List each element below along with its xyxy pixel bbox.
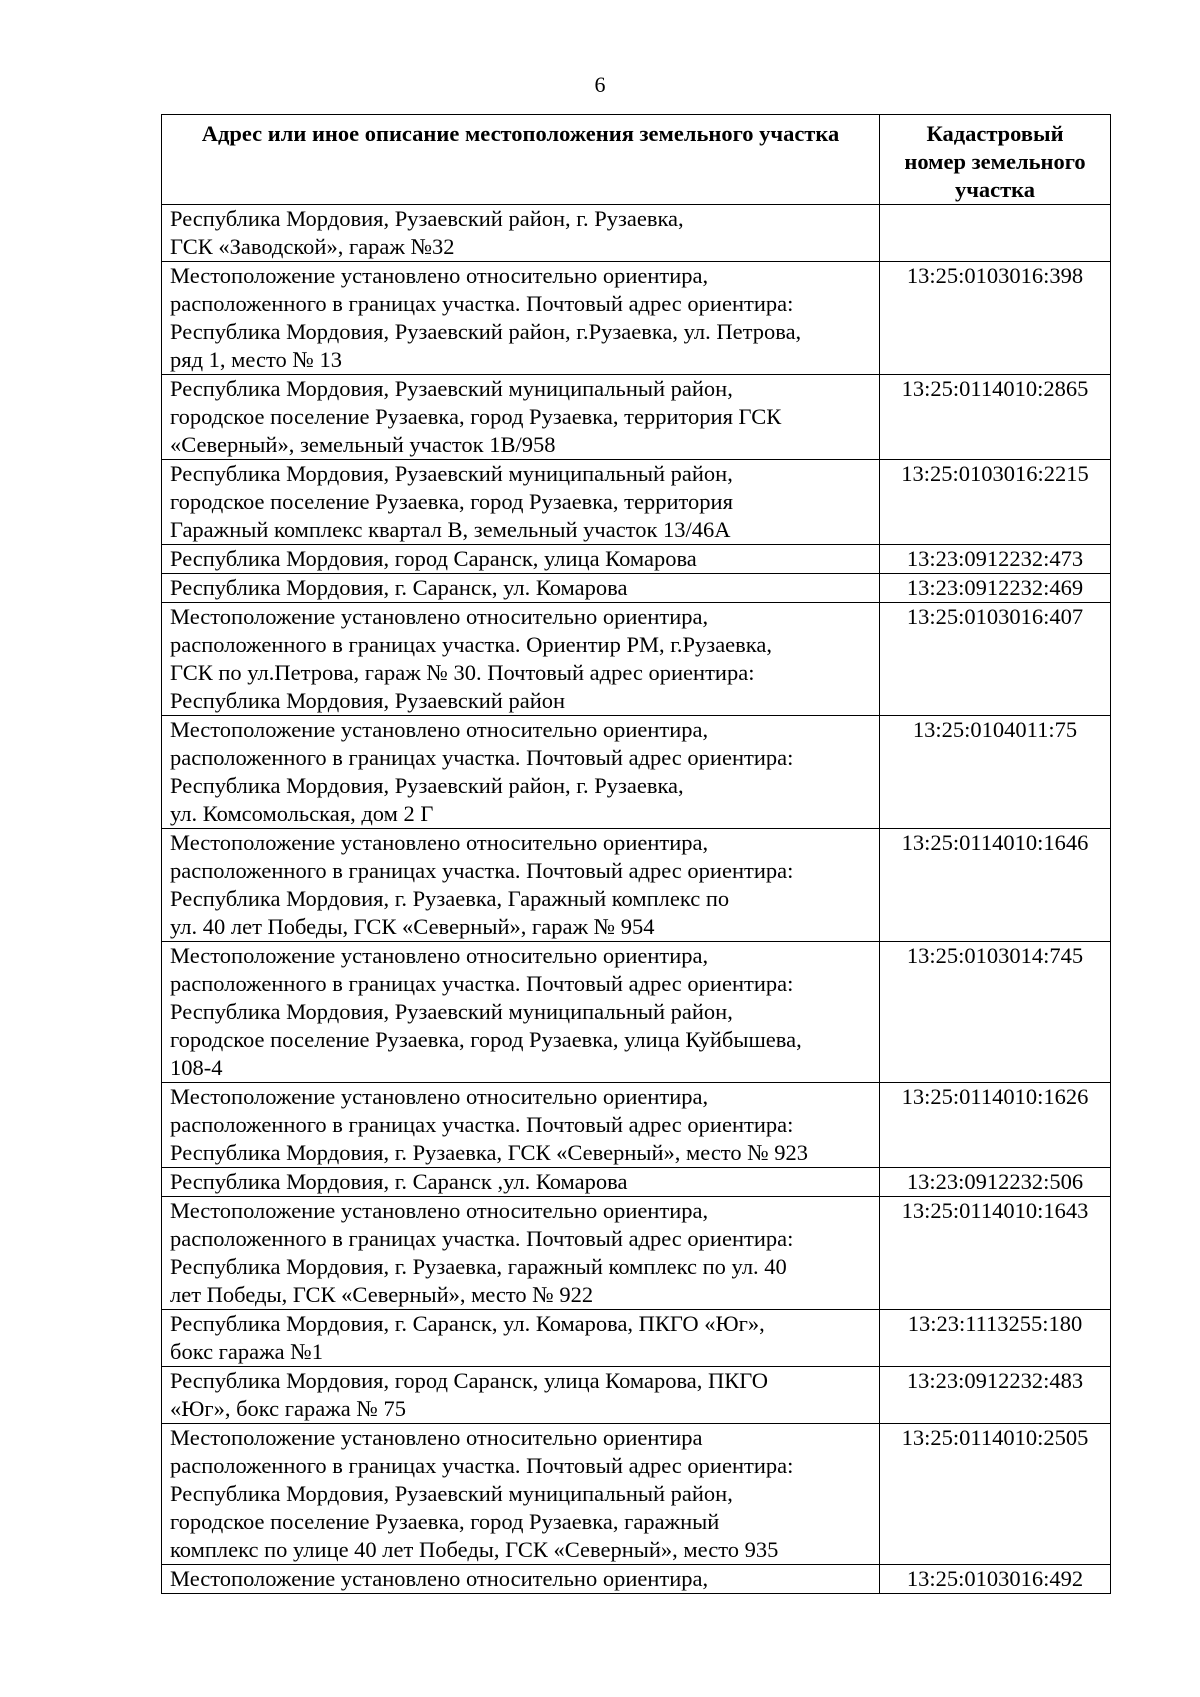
cadastral-number-cell: 13:25:0103016:398 xyxy=(880,262,1111,375)
address-line: городское поселение Рузаевка, город Рузаевка, территория xyxy=(170,489,733,514)
address-cell xyxy=(162,829,880,942)
header-address-text: Адрес или иное описание местоположения земельного участка xyxy=(201,121,840,146)
address-line: расположенного в границах участка. Почтовый адрес ориентира: xyxy=(170,971,794,996)
table-body xyxy=(162,205,1111,1594)
cadastral-number-cell: 13:25:0103016:2215 xyxy=(880,460,1111,545)
table-row xyxy=(162,1424,1111,1565)
address-line: Местоположение установлено относительно ориентира, xyxy=(170,604,709,629)
address-cell xyxy=(162,1424,880,1565)
address-cell xyxy=(162,716,880,829)
address-line: Гаражный комплекс квартал В, земельный участок 13/46А xyxy=(170,517,731,542)
cadastral-number-cell: 13:23:1113255:180 xyxy=(880,1310,1111,1367)
address-line: Местоположение установлено относительно ориентира, xyxy=(170,943,709,968)
cadastral-number-cell: 13:25:0103016:492 xyxy=(880,1565,1111,1594)
address-line: городское поселение Рузаевка, город Рузаевка, улица Куйбышева, xyxy=(170,1027,802,1052)
address-line: ул. Комсомольская, дом 2 Г xyxy=(170,801,434,826)
cadastral-number-cell: 13:23:0912232:506 xyxy=(880,1168,1111,1197)
table-row xyxy=(162,1083,1111,1168)
address-line: расположенного в границах участка. Почтовый адрес ориентира: xyxy=(170,1453,794,1478)
address-line: Республика Мордовия, Рузаевский муниципальный район, xyxy=(170,999,733,1024)
address-line: ГСК «Заводской», гараж №32 xyxy=(170,234,455,259)
address-cell xyxy=(162,1168,880,1197)
address-line: Республика Мордовия, Рузаевский район, г. Рузаевка, xyxy=(170,773,684,798)
cadastral-number-cell: 13:25:0103014:745 xyxy=(880,942,1111,1083)
address-line: расположенного в границах участка. Почтовый адрес ориентира: xyxy=(170,291,794,316)
header-cadastral-line: Кадастровый xyxy=(926,121,1064,146)
address-cell xyxy=(162,375,880,460)
address-line: Республика Мордовия, Рузаевский муниципальный район, xyxy=(170,376,733,401)
table-row xyxy=(162,829,1111,942)
cadastral-number-cell: 13:25:0104011:75 xyxy=(880,716,1111,829)
address-line: расположенного в границах участка. Ориентир РМ, г.Рузаевка, xyxy=(170,632,772,657)
cadastral-number-cell: 13:23:0912232:469 xyxy=(880,574,1111,603)
table-row xyxy=(162,1565,1111,1594)
header-address xyxy=(162,115,880,205)
land-parcels-table xyxy=(161,114,1111,1594)
table-row xyxy=(162,1367,1111,1424)
header-cadastral-line: участка xyxy=(954,177,1036,202)
address-line: Республика Мордовия, г. Саранск, ул. Комарова xyxy=(170,575,628,600)
cadastral-number-cell: 13:25:0114010:1643 xyxy=(880,1197,1111,1310)
address-line: расположенного в границах участка. Почтовый адрес ориентира: xyxy=(170,1112,794,1137)
address-line: расположенного в границах участка. Почтовый адрес ориентира: xyxy=(170,745,794,770)
address-line: Местоположение установлено относительно ориентира xyxy=(170,1425,703,1450)
table-row xyxy=(162,1168,1111,1197)
address-line: бокс гаража №1 xyxy=(170,1339,324,1364)
address-line: Местоположение установлено относительно ориентира, xyxy=(170,1198,709,1223)
address-cell xyxy=(162,603,880,716)
page-number: 6 xyxy=(594,72,606,97)
address-cell xyxy=(162,1565,880,1594)
address-cell xyxy=(162,1310,880,1367)
address-line: комплекс по улице 40 лет Победы, ГСК «Северный», место 935 xyxy=(170,1537,779,1562)
cadastral-number-cell xyxy=(880,205,1111,262)
table-row xyxy=(162,262,1111,375)
address-line: Местоположение установлено относительно ориентира, xyxy=(170,263,709,288)
table-row xyxy=(162,545,1111,574)
address-line: ГСК по ул.Петрова, гараж № 30. Почтовый адрес ориентира: xyxy=(170,660,755,685)
cadastral-number-cell: 13:25:0114010:1646 xyxy=(880,829,1111,942)
address-line: Местоположение установлено относительно ориентира, xyxy=(170,830,709,855)
address-line: «Северный», земельный участок 1В/958 xyxy=(170,432,556,457)
header-cadastral-line: номер земельного xyxy=(904,149,1086,174)
address-line: расположенного в границах участка. Почтовый адрес ориентира: xyxy=(170,858,794,883)
table-row xyxy=(162,603,1111,716)
address-line: Республика Мордовия, Рузаевский район xyxy=(170,688,566,713)
address-line: Республика Мордовия, г. Рузаевка, гаражный комплекс по ул. 40 xyxy=(170,1254,787,1279)
address-line: Республика Мордовия, Рузаевский муниципальный район, xyxy=(170,1481,733,1506)
table-row xyxy=(162,205,1111,262)
address-line: Местоположение установлено относительно ориентира, xyxy=(170,1084,709,1109)
table-row xyxy=(162,460,1111,545)
address-line: Местоположение установлено относительно ориентира, xyxy=(170,717,709,742)
header-cadastral-number xyxy=(880,115,1111,205)
table-row xyxy=(162,375,1111,460)
address-line: Республика Мордовия, г. Рузаевка, Гаражный комплекс по xyxy=(170,886,730,911)
address-line: Республика Мордовия, г. Саранск ,ул. Комарова xyxy=(170,1169,628,1194)
address-cell xyxy=(162,460,880,545)
address-line: расположенного в границах участка. Почтовый адрес ориентира: xyxy=(170,1226,794,1251)
address-cell xyxy=(162,262,880,375)
table-row xyxy=(162,1197,1111,1310)
address-cell xyxy=(162,1367,880,1424)
address-line: «Юг», бокс гаража № 75 xyxy=(170,1396,406,1421)
table-header-row xyxy=(162,115,1111,205)
table-row xyxy=(162,716,1111,829)
cadastral-number-cell: 13:25:0103016:407 xyxy=(880,603,1111,716)
address-line: Республика Мордовия, Рузаевский район, г. Рузаевка, xyxy=(170,206,684,231)
cadastral-number-cell: 13:23:0912232:473 xyxy=(880,545,1111,574)
address-cell xyxy=(162,942,880,1083)
address-line: лет Победы, ГСК «Северный», место № 922 xyxy=(170,1282,594,1307)
table-row xyxy=(162,1310,1111,1367)
address-line: 108-4 xyxy=(170,1055,223,1080)
address-line: Республика Мордовия, г. Рузаевка, ГСК «Северный», место № 923 xyxy=(170,1140,809,1165)
cadastral-number-cell: 13:23:0912232:483 xyxy=(880,1367,1111,1424)
address-cell xyxy=(162,205,880,262)
address-line: городское поселение Рузаевка, город Рузаевка, территория ГСК xyxy=(170,404,782,429)
address-line: Республика Мордовия, город Саранск, улица Комарова, ПКГО xyxy=(170,1368,768,1393)
address-line: Республика Мордовия, г. Саранск, ул. Комарова, ПКГО «Юг», xyxy=(170,1311,765,1336)
address-cell xyxy=(162,1197,880,1310)
address-line: ул. 40 лет Победы, ГСК «Северный», гараж № 954 xyxy=(170,914,655,939)
address-line: ряд 1, место № 13 xyxy=(170,347,342,372)
address-line: Республика Мордовия, Рузаевский муниципальный район, xyxy=(170,461,733,486)
table-row xyxy=(162,942,1111,1083)
address-line: Республика Мордовия, город Саранск, улица Комарова xyxy=(170,546,697,571)
address-line: городское поселение Рузаевка, город Рузаевка, гаражный xyxy=(170,1509,720,1534)
address-cell xyxy=(162,545,880,574)
cadastral-number-cell: 13:25:0114010:2865 xyxy=(880,375,1111,460)
address-line: Местоположение установлено относительно ориентира, xyxy=(170,1566,709,1591)
table-row xyxy=(162,574,1111,603)
address-line: Республика Мордовия, Рузаевский район, г.Рузаевка, ул. Петрова, xyxy=(170,319,802,344)
cadastral-number-cell: 13:25:0114010:2505 xyxy=(880,1424,1111,1565)
address-cell xyxy=(162,574,880,603)
cadastral-number-cell: 13:25:0114010:1626 xyxy=(880,1083,1111,1168)
address-cell xyxy=(162,1083,880,1168)
